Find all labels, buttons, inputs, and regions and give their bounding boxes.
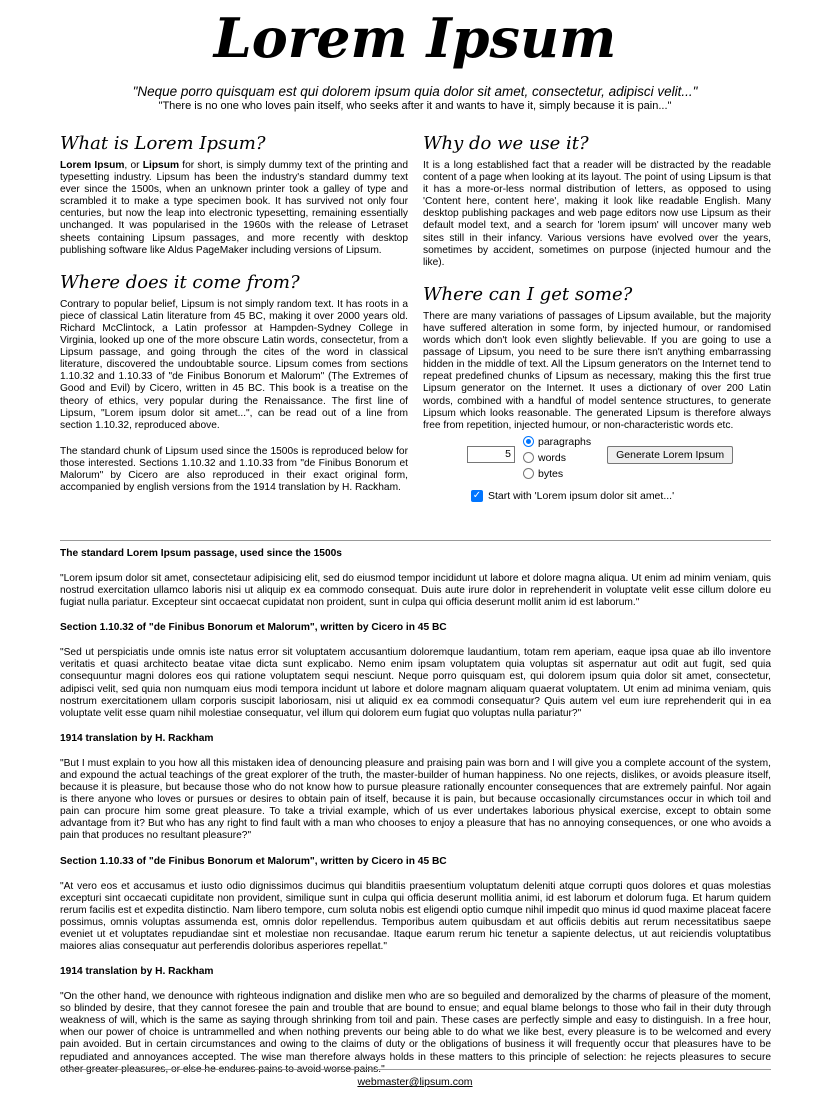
radio-paragraphs-control[interactable] <box>523 436 534 447</box>
start-with-lorem-option[interactable] <box>471 490 771 502</box>
english-quote: "There is no one who loves pain itself, who seeks after it and wants to have it, simply because it is pain..." <box>158 100 672 112</box>
latin-quote: "Neque porro quisquam est qui dolorem ipsum quia dolor sit amet, consectetur, adipisci velit..." <box>132 84 698 99</box>
standard-text-4: "At vero eos et accusamus et iusto odio dignissimos ducimus qui blanditiis praesentium voluptatum deleniti atque corrupti quos dolores et quas molestias excepturi sint occaecati cupiditate non provident, similique sunt in culpa qui officia deserunt mollitia animi, id est laborum et dolorum fuga. Et harum quidem rerum facilis est et expedita distinctio. Nam libero tempore, cum soluta nobis est eligendi optio cumque nihil impedit quo minus id quod maxime placeat facere possimus, omnis voluptas assumenda est, omnis dolor repellendus. Temporibus autem quibusdam et aut officiis debitis aut rerum necessitatibus saepe eveniet ut et voluptates repudiandae sint et molestiae non recusandae. Itaque earum rerum hic tenetur a sapiente delectus, ut aut reiciendis voluptatibus maiores alias consequatur aut perferendis doloribus asperiores repellat." <box>60 880 771 952</box>
what-paragraph <box>60 160 408 257</box>
standard-text-2: "Sed ut perspiciatis unde omnis iste natus error sit voluptatem accusantium doloremque laudantium, totam rem aperiam, eaque ipsa quae ab illo inventore veritatis et quasi architecto beatae vitae dicta sunt explicabo. Nemo enim ipsam voluptatem quia voluptas sit aspernatur aut odit aut fugit, sed quia consequuntur magni dolores eos qui ratione voluptatem sequi nesciunt. Neque porro quisquam est, qui dolorem ipsum quia dolor sit amet, consectetur, adipisci velit, sed quia non numquam eius modi tempora incidunt ut labore et dolore magnam aliquam quaerat voluptatem. Ut enim ad minima veniam, quis nostrum exercitationem ullam corporis suscipit laboriosam, nisi ut aliquid ex ea commodi consequatur? Quis autem vel eum iure reprehenderit qui in ea voluptate velit esse quam nihil molestiae consequatur, vel illum qui dolorem eum fugiat quo voluptas nulla pariatur?" <box>60 647 771 719</box>
where-get-paragraph: There are many variations of passages of Lipsum available, but the majority have suffered alteration in some form, by injected humour, or randomised words which don't look even slightly believable. If you are going to use a passage of Lipsum, you need to be sure there isn't anything embarrassing hidden in the middle of text. All the Lipsum generators on the Internet tend to repeat predefined chunks of Lipsum as necessary, making this the first true Lipsum generator on the Internet. It uses a dictionary of over 200 Latin words, combined with a handful of model sentence structures, to generate Lipsum which looks reasonable. The generated Lipsum is therefore always free from repetition, injected humour, or non-characteristic words etc. <box>423 310 771 431</box>
where-get-heading: Where can I get some? <box>423 283 633 305</box>
footer <box>0 1076 830 1088</box>
radio-words-label: words <box>538 451 567 464</box>
radio-words-control[interactable] <box>523 452 534 463</box>
where-from-paragraph-2: The standard chunk of Lipsum used since the 1500s is reproduced below for those interested. Sections 1.10.32 and 1.10.33 from "de Finibus Bonorum et Malorum" by Cicero are also reproduced in their exact original form, accompanied by english versions from the 1914 translation by H. Rackham. <box>60 445 408 494</box>
lipsum-strong: Lipsum <box>142 160 180 171</box>
radio-paragraphs[interactable] <box>523 434 591 450</box>
radio-bytes-label: bytes <box>538 467 564 480</box>
standard-text-1: "Lorem ipsum dolor sit amet, consectetaur adipisicing elit, sed do eiusmod tempor incididunt ut labore et dolore magna aliqua. Ut enim ad minim veniam, quis nostrud exercitation ullamco laboris nisi ut aliquip ex ea commodo consequat. Duis aute irure dolor in reprehenderit in voluptate velit esse cillum dolore eu fugiat nulla pariatur. Excepteur sint occaecat cupidatat non proident, sunt in culpa qui officia deserunt mollit anim id est laborum." <box>60 573 771 609</box>
generate-button[interactable]: Generate Lorem Ipsum <box>607 446 733 464</box>
standard-heading-4: Section 1.10.33 of "de Finibus Bonorum et Malorum", written by Cicero in 45 BC <box>60 855 447 867</box>
why-paragraph: It is a long established fact that a reader will be distracted by the readable content of a page when looking at its layout. The point of using Lipsum is that it has a more-or-less normal distribution of letters, as opposed to using 'Content here, content here', making it look like readable English. Many desktop publishing packages and web page editors now use Lipsum as their default model text, and a search for 'lorem ipsum' will uncover many web sites still in their infancy. Various versions have evolved over the years, sometimes by accident, sometimes on purpose (injected humour and the like). <box>423 160 771 268</box>
what-body: for short, is simply dummy text of the printing and typesetting industry. Lipsum has been the industry's standard dummy text ever since the 1500s, when an unknown printer took a galley of type and scrambled it to make a type specimen book. It has survived not only four centuries, but now the leap into electronic typesetting, remaining essentially unchanged. It was popularised in the 1960s with the release of Letraset sheets containing Lipsum passages, and more recently with desktop publishing software like Aldus PageMaker including versions of Lipsum. <box>60 160 408 256</box>
generator-form <box>467 434 771 502</box>
type-radio-group <box>523 434 591 482</box>
site-title: Lorem Ipsum <box>213 6 617 70</box>
what-heading: What is Lorem Ipsum? <box>60 133 266 154</box>
standard-passages <box>60 548 771 1076</box>
bottom-divider <box>60 1069 771 1070</box>
standard-text-5: "On the other hand, we denounce with righteous indignation and dislike men who are so beguiled and demoralized by the charms of pleasure of the moment, so blinded by desire, that they cannot foresee the pain and trouble that are bound to ensue; and equal blame belongs to those who fail in their duty through weakness of will, which is the same as saying through shrinking from toil and pain. These cases are perfectly simple and easy to distinguish. In a free hour, when our power of choice is untrammelled and when nothing prevents our being able to do what we like best, every pleasure is to be welcomed and every pain avoided. But in certain circumstances and owing to the claims of duty or the obligations of business it will frequently occur that pleasures have to be repudiated and annoyances accepted. The wise man therefore always holds in these matters to this principle of selection: he rejects pleasures to secure other greater pleasures, or else he endures pains to avoid worse pains." <box>60 991 771 1075</box>
top-divider <box>60 540 771 541</box>
why-heading: Why do we use it? <box>423 133 589 154</box>
what-mid: , or <box>124 160 143 171</box>
start-with-lorem-checkbox[interactable]: ✓ <box>472 489 482 501</box>
start-with-lorem-label: Start with 'Lorem ipsum dolor sit amet...' <box>488 489 675 502</box>
radio-bytes[interactable] <box>523 466 591 482</box>
left-column <box>60 132 408 508</box>
right-column <box>423 132 771 508</box>
generator-row <box>467 434 771 482</box>
standard-heading-5: 1914 translation by H. Rackham <box>60 966 214 978</box>
intro-columns <box>60 132 771 508</box>
lorem-ipsum-strong: Lorem Ipsum <box>60 160 125 171</box>
where-from-heading: Where does it come from? <box>60 271 300 293</box>
where-from-paragraph-1: Contrary to popular belief, Lipsum is not simply random text. It has roots in a piece of classical Latin literature from 45 BC, making it over 2000 years old. Richard McClintock, a Latin professor at Hampden-Sydney College in Virginia, looked up one of the more obscure Latin words, consectetur, from a Lipsum passage, and going through the cites of the word in classical literature, discovered the undoubtable source. Lipsum comes from sections 1.10.32 and 1.10.33 of "de Finibus Bonorum et Malorum" (The Extremes of Good and Evil) by Cicero, written in 45 BC. This book is a treatise on the theory of ethics, very popular during the Renaissance. The first line of Lipsum, "Lorem ipsum dolor sit amet...", can be read out of a line from section 1.10.32, reproduced above. <box>60 298 408 431</box>
amount-input[interactable] <box>467 446 515 463</box>
radio-bytes-control[interactable] <box>523 468 534 479</box>
standard-text-3: "But I must explain to you how all this mistaken idea of denouncing pleasure and praising pain was born and I will give you a complete account of the system, and expound the actual teachings of the great explorer of the truth, the master-builder of human happiness. No one rejects, dislikes, or avoids pleasure itself, because it is pleasure, but because those who do not know how to pursue pleasure rationally encounter consequences that are extremely painful. Nor again is there anyone who loves or pursues or desires to obtain pain of itself, because it is pain, but because occasionally circumstances occur in which toil and pain can procure him some great pleasure. To take a trivial example, which of us ever undertakes laborious physical exercise, except to obtain some advantage from it? But who has any right to find fault with a man who chooses to enjoy a pleasure that has no annoying consequences, or one who avoids a pain that produces no resultant pleasure?" <box>60 757 771 842</box>
webmaster-email-link[interactable]: webmaster@lipsum.com <box>357 1076 473 1088</box>
standard-heading-1: The standard Lorem Ipsum passage, used since the 1500s <box>60 548 342 559</box>
radio-words[interactable] <box>523 450 591 466</box>
radio-paragraphs-label: paragraphs <box>538 435 592 448</box>
standard-heading-2: Section 1.10.32 of "de Finibus Bonorum et Malorum", written by Cicero in 45 BC <box>60 622 447 634</box>
standard-heading-3: 1914 translation by H. Rackham <box>60 732 214 744</box>
